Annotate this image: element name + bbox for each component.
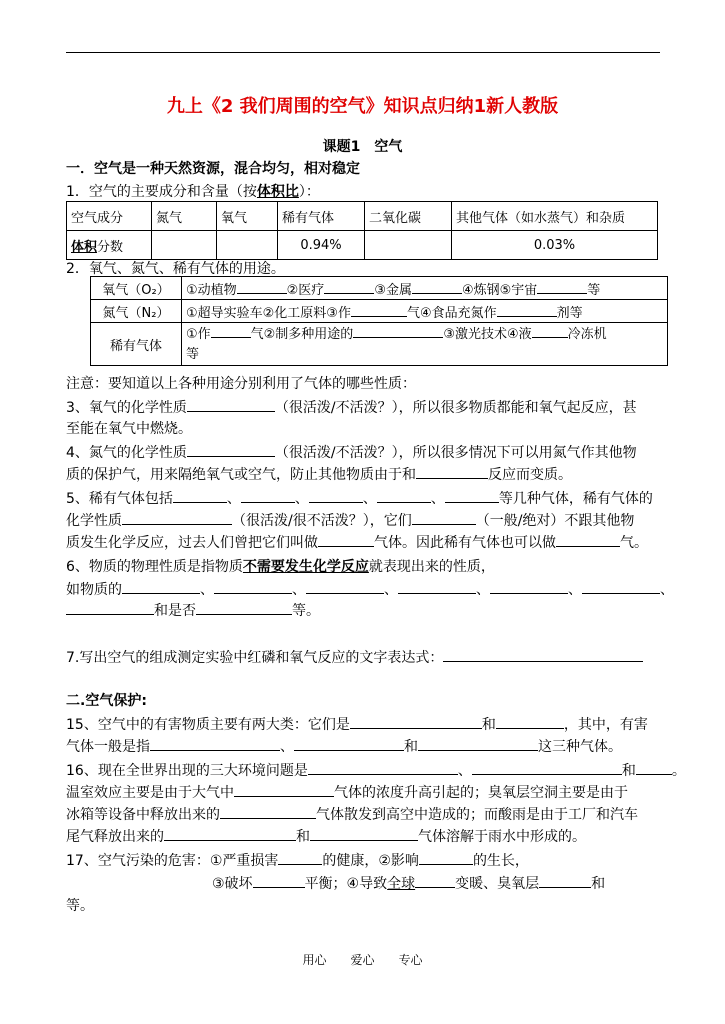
section1-heading: 一．空气是一种天然资源，混合均匀，相对稳定 (66, 161, 360, 177)
question-7: 7.写出空气的组成测定实验中红磷和氧气反应的文字表达式： (66, 647, 643, 667)
rare-gas-uses: ①作 气②制多种用途的 ③激光技术④液 冷冻机 等 (182, 323, 668, 366)
header-cell: 稀有气体 (278, 202, 365, 231)
header-cell: 其他气体（如水蒸气）和杂质 (452, 202, 658, 231)
question-16-cont: 温室效应主要是由于大气中 气体的浓度升高引起的；臭氧层空洞主要是由于 (66, 782, 628, 802)
blank[interactable] (214, 579, 292, 594)
blank[interactable] (150, 736, 280, 751)
nitrogen-label: 氮气（N₂） (91, 300, 182, 323)
row-label: 体积分数 (67, 231, 152, 260)
question-17-cont2: 等。 (66, 898, 94, 914)
rare-gas-label: 稀有气体 (91, 323, 182, 366)
blank-cell[interactable] (217, 231, 278, 260)
page-title: 九上《2 我们周围的空气》知识点归纳1新人教版 (166, 96, 559, 117)
question-16-cont3: 尾气释放出来的 和 气体溶解于雨水中形成的。 (66, 826, 586, 846)
air-composition-table (66, 201, 658, 260)
lesson-title: 课题1 空气 (322, 139, 403, 155)
table-row (91, 277, 668, 300)
blank[interactable] (412, 510, 476, 525)
blank[interactable] (472, 760, 622, 775)
question-5-cont: 化学性质 （很活泼/很不活泼？），它们 （一般/绝对）不跟其他物 (66, 510, 634, 530)
table-header-row (67, 202, 658, 231)
blank[interactable] (443, 647, 643, 662)
question-16: 16、现在全世界出现的三大环境问题是 、 和 。 (66, 760, 686, 780)
blank[interactable] (398, 579, 476, 594)
volume-ratio-emphasis: 体积比 (256, 184, 299, 200)
question-6-cont2: 和是否 等。 (66, 600, 320, 620)
question-17-cont: ③破坏 平衡；④导致全球 变暖、臭氧层 和 (212, 873, 605, 893)
blank[interactable] (351, 302, 407, 317)
blank[interactable] (241, 488, 295, 503)
blank[interactable] (278, 850, 322, 865)
blank[interactable] (237, 279, 287, 294)
question-5-cont2: 质发生化学反应，过去人们曾把它们叫做 气体。因此稀有气体也可以做 气。 (66, 532, 648, 552)
question-17: 17、空气污染的危害：①严重损害 的健康，②影响 的生长， (66, 850, 529, 870)
blank[interactable] (306, 579, 384, 594)
blank[interactable] (187, 442, 275, 457)
question-5: 5、稀有气体包括 、 、 、 、 等几种气体，稀有气体的 (66, 488, 653, 508)
blank[interactable] (418, 736, 538, 751)
question-1: 1．空气的主要成分和含量（按体积比）： (66, 184, 320, 200)
blank[interactable] (497, 302, 557, 317)
blank[interactable] (294, 736, 404, 751)
section2-heading: 二.空气保护: (66, 693, 147, 709)
blank[interactable] (253, 873, 305, 888)
table-row (67, 231, 658, 260)
nitrogen-uses: ①超导实验车②化工原料③作 气④食品充氮作 剂等 (182, 300, 668, 323)
table-row (91, 300, 668, 323)
blank[interactable] (196, 600, 292, 615)
blank[interactable] (318, 532, 374, 547)
blank[interactable] (539, 873, 591, 888)
blank[interactable] (164, 826, 296, 841)
question-3: 3、氧气的化学性质 （很活泼/不活泼？），所以很多物质都能和氧气起反应，甚 (66, 397, 637, 417)
blank[interactable] (353, 323, 443, 338)
blank[interactable] (636, 760, 672, 775)
question-4-cont: 质的保护气，用来隔绝氧气或空气，防止其他物质由于和 反应而变质。 (66, 464, 572, 484)
footer: 用心 爱心 专心 (302, 953, 423, 967)
blank[interactable] (490, 579, 568, 594)
header-cell: 空气成分 (67, 202, 152, 231)
rare-gas-value: 0.94% (278, 231, 365, 260)
blank[interactable] (122, 579, 200, 594)
blank[interactable] (309, 488, 363, 503)
blank[interactable] (496, 714, 564, 729)
blank[interactable] (416, 464, 488, 479)
blank-cell[interactable] (365, 231, 452, 260)
note: 注意：要知道以上各种用途分别利用了气体的哪些性质： (66, 376, 416, 392)
blank[interactable] (324, 279, 374, 294)
blank[interactable] (310, 826, 418, 841)
blank[interactable] (220, 804, 316, 819)
blank[interactable] (377, 488, 431, 503)
gas-uses-table (90, 276, 668, 366)
top-rule (66, 52, 660, 53)
blank[interactable] (234, 782, 334, 797)
blank[interactable] (350, 714, 482, 729)
blank[interactable] (187, 397, 275, 412)
table-row (91, 323, 668, 366)
blank-cell[interactable] (152, 231, 217, 260)
question-2: 2．氧气、氮气、稀有气体的用途。 (66, 261, 285, 277)
oxygen-uses: ①动植物 ②医疗 ③金属 ④炼钢⑤宇宙 等 (182, 277, 668, 300)
question-4: 4、氮气的化学性质 （很活泼/不活泼？），所以很多情况下可以用氮气作其他物 (66, 442, 637, 462)
header-cell: 氮气 (152, 202, 217, 231)
blank[interactable] (445, 488, 499, 503)
blank[interactable] (173, 488, 227, 503)
blank[interactable] (211, 323, 251, 338)
oxygen-label: 氧气（O₂） (91, 277, 182, 300)
question-16-cont2: 冰箱等设备中释放出来的 气体散发到高空中造成的；而酸雨是由于工厂和汽车 (66, 804, 638, 824)
question-3-cont: 至能在氧气中燃烧。 (66, 421, 192, 437)
blank[interactable] (419, 850, 473, 865)
blank[interactable] (412, 279, 462, 294)
blank[interactable] (415, 873, 455, 888)
blank[interactable] (532, 323, 568, 338)
blank[interactable] (537, 279, 587, 294)
other-gas-value: 0.03% (452, 231, 658, 260)
blank[interactable] (122, 510, 232, 525)
blank[interactable] (308, 760, 458, 775)
blank[interactable] (66, 600, 154, 615)
emphasis: 不需要发生化学反应 (242, 559, 369, 575)
question-15: 15、空气中的有害物质主要有两大类：它们是 和 ，其中，有害 (66, 714, 648, 734)
header-cell: 二氧化碳 (365, 202, 452, 231)
blank[interactable] (582, 579, 660, 594)
blank[interactable] (556, 532, 620, 547)
question-15-cont: 气体一般是指 、 和 这三种气体。 (66, 736, 622, 756)
question-6-cont: 如物质的 、 、 、 、 、 、 (66, 579, 674, 599)
header-cell: 氧气 (217, 202, 278, 231)
question-6: 6、物质的物理性质是指物质不需要发生化学反应就表现出来的性质， (66, 559, 495, 575)
